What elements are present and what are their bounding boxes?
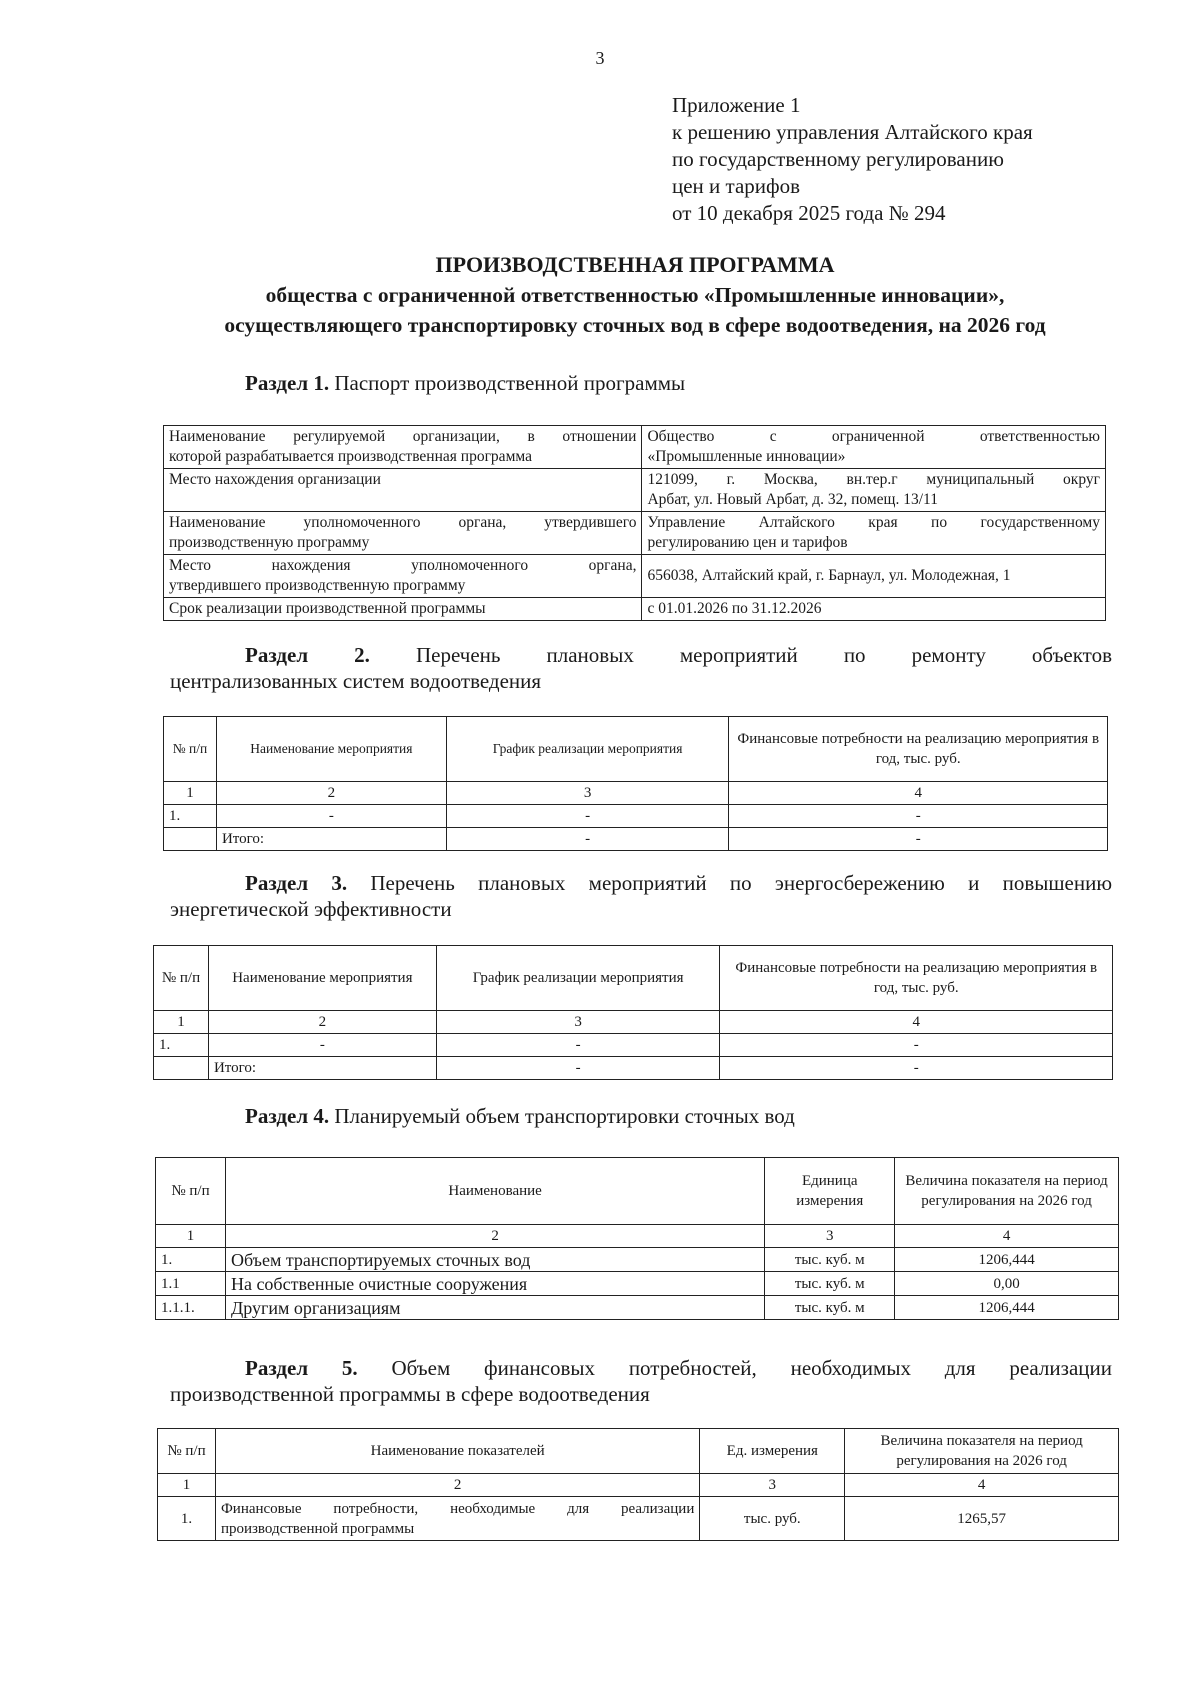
table-cell: -	[720, 1057, 1113, 1080]
table-cell: 1.	[158, 1497, 216, 1541]
table-cell: -	[208, 1034, 436, 1057]
table-cell: На собственные очистные сооружения	[225, 1272, 764, 1296]
table-cell: 1	[164, 782, 217, 805]
table-cell	[154, 1057, 209, 1080]
table-cell: 2	[208, 1011, 436, 1034]
table-header-cell: Финансовые потребности на реализацию мероприятия в год, тыс. руб.	[729, 717, 1108, 782]
transport-volume-table	[155, 1157, 1119, 1320]
appendix-line: Приложение 1	[672, 93, 801, 117]
table-header-cell: Наименование	[225, 1158, 764, 1225]
table-header-cell: График реализации мероприятия	[436, 946, 720, 1011]
table-row	[164, 512, 1106, 555]
table-cell: Место нахождения организации	[164, 469, 642, 512]
table-cell: Объем транспортируемых сточных вод	[225, 1248, 764, 1272]
section-4-heading	[245, 1103, 795, 1129]
section-2-heading: Раздел 2. Перечень плановых мероприятий по ремонту объектов централизованных систем водоотведения	[170, 643, 1112, 693]
table-cell: 3	[446, 782, 729, 805]
table-cell: 1.	[154, 1034, 209, 1057]
section-5-line-2: производственной программы в сфере водоотведения	[170, 1382, 650, 1406]
section-3-heading: Раздел 3. Перечень плановых мероприятий по энергосбережению и повышению энергетической эффективности	[170, 871, 1113, 921]
table-cell: тыс. куб. м	[765, 1272, 895, 1296]
section-1-label: Раздел 1.	[245, 371, 330, 395]
section-2-line-2: централизованных систем водоотведения	[170, 669, 542, 693]
title-main: ПРОИЗВОДСТВЕННАЯ ПРОГРАММА	[435, 252, 835, 277]
table-cell: 3	[436, 1011, 720, 1034]
table-cell: 1.1.1.	[156, 1296, 226, 1320]
table-header-cell: Величина показателя на период регулирования на 2026 год	[845, 1429, 1119, 1474]
table-row	[164, 555, 1106, 598]
table-header-cell: График реализации мероприятия	[446, 717, 729, 782]
table-cell	[164, 828, 217, 851]
table-row	[164, 426, 1106, 469]
appendix-line: от 10 декабря 2025 года № 294	[672, 201, 946, 225]
table-header-cell: № п/п	[164, 717, 217, 782]
appendix-line: цен и тарифов	[672, 174, 801, 198]
table-row	[164, 805, 1108, 828]
table-header-cell: № п/п	[156, 1158, 226, 1225]
table-cell: 1.	[164, 805, 217, 828]
table-header-row	[156, 1158, 1119, 1225]
table-cell: 4	[729, 782, 1108, 805]
table-cell: -	[446, 828, 729, 851]
table-header-row	[154, 946, 1113, 1011]
table-header-row	[158, 1429, 1119, 1474]
appendix-line: к решению управления Алтайского края	[672, 120, 1033, 144]
table-header-cell: № п/п	[158, 1429, 216, 1474]
table-cell: -	[436, 1034, 720, 1057]
table-cell: -	[729, 828, 1108, 851]
table-cell: 1265,57	[845, 1497, 1119, 1541]
table-cell: 4	[845, 1474, 1119, 1497]
table-cell: Итого:	[216, 828, 446, 851]
appendix-line: по государственному регулированию	[672, 147, 1004, 171]
table-header-cell: Ед. измерения	[700, 1429, 845, 1474]
table-cell: 1.1	[156, 1272, 226, 1296]
table-cell: Срок реализации производственной программы	[164, 598, 642, 621]
table-header-cell: Финансовые потребности на реализацию мероприятия в год, тыс. руб.	[720, 946, 1113, 1011]
table-cell: 2	[225, 1225, 764, 1248]
table-cell: 4	[895, 1225, 1119, 1248]
table-row	[156, 1272, 1119, 1296]
table-cell: -	[729, 805, 1108, 828]
table-header-cell: Величина показателя на период регулирования на 2026 год	[895, 1158, 1119, 1225]
table-cell: 3	[700, 1474, 845, 1497]
table-cell: с 01.01.2026 по 31.12.2026	[642, 598, 1106, 621]
title-line-2: общества с ограниченной ответственностью «Промышленные инновации»,	[265, 283, 1005, 307]
table-row	[164, 469, 1106, 512]
table-cell: -	[436, 1057, 720, 1080]
table-cell: 1	[158, 1474, 216, 1497]
table-cell: Управление Алтайского края по государственному регулированию цен и тарифов	[642, 512, 1106, 555]
table-cell: Наименование регулируемой организации, в отношении которой разрабатывается производственная программа	[164, 426, 642, 469]
table-cell: -	[720, 1034, 1113, 1057]
table-total-row	[164, 828, 1108, 851]
table-cell: Место нахождения уполномоченного органа, утвердившего производственную программу	[164, 555, 642, 598]
table-row	[156, 1248, 1119, 1272]
table-cell: -	[216, 805, 446, 828]
repair-measures-table	[163, 716, 1108, 851]
table-header-row	[164, 717, 1108, 782]
table-header-cell: № п/п	[154, 946, 209, 1011]
table-row	[158, 1474, 1119, 1497]
section-4-text: Планируемый объем транспортировки сточных вод	[334, 1104, 795, 1128]
energy-saving-table	[153, 945, 1113, 1080]
table-cell: -	[446, 805, 729, 828]
table-row	[164, 598, 1106, 621]
table-cell: 3	[765, 1225, 895, 1248]
table-cell: 4	[720, 1011, 1113, 1034]
table-cell: 1	[154, 1011, 209, 1034]
table-cell: 1206,444	[895, 1296, 1119, 1320]
table-cell: 656038, Алтайский край, г. Барнаул, ул. Молодежная, 1	[642, 555, 1106, 598]
table-cell: Общество с ограниченной ответственностью «Промышленные инновации»	[642, 426, 1106, 469]
table-cell: Наименование уполномоченного органа, утвердившего производственную программу	[164, 512, 642, 555]
section-1-text: Паспорт производственной программы	[334, 371, 686, 395]
table-header-cell: Наименование мероприятия	[216, 717, 446, 782]
table-cell: Итого:	[208, 1057, 436, 1080]
table-header-cell: Наименование мероприятия	[208, 946, 436, 1011]
table-cell: 2	[215, 1474, 699, 1497]
page-number: 3	[595, 48, 605, 68]
financial-needs-table	[157, 1428, 1119, 1541]
table-cell: тыс. куб. м	[765, 1248, 895, 1272]
table-row	[154, 1034, 1113, 1057]
table-row	[154, 1011, 1113, 1034]
section-3-line-2: энергетической эффективности	[170, 897, 452, 921]
appendix-block	[672, 92, 1033, 227]
table-row	[156, 1225, 1119, 1248]
table-cell: 2	[216, 782, 446, 805]
table-row	[164, 782, 1108, 805]
table-cell: 1	[156, 1225, 226, 1248]
table-cell: 1206,444	[895, 1248, 1119, 1272]
table-cell: Финансовые потребности, необходимые для реализации производственной программы	[215, 1497, 699, 1541]
title-line-3: осуществляющего транспортировку сточных вод в сфере водоотведения, на 2026 год	[224, 313, 1046, 337]
table-cell: 1.	[156, 1248, 226, 1272]
table-row	[158, 1497, 1119, 1541]
passport-table	[163, 425, 1106, 621]
table-cell: Другим организациям	[225, 1296, 764, 1320]
table-cell: тыс. куб. м	[765, 1296, 895, 1320]
table-row	[156, 1296, 1119, 1320]
section-1-heading	[245, 370, 685, 396]
table-total-row	[154, 1057, 1113, 1080]
table-cell: тыс. руб.	[700, 1497, 845, 1541]
section-4-label: Раздел 4.	[245, 1104, 330, 1128]
table-cell: 0,00	[895, 1272, 1119, 1296]
table-header-cell: Наименование показателей	[215, 1429, 699, 1474]
document-title	[150, 250, 1120, 340]
section-5-heading: Раздел 5. Объем финансовых потребностей, необходимых для реализации производственной программы в сфере водоотведения	[170, 1356, 1112, 1406]
table-cell: 121099, г. Москва, вн.тер.г муниципальный округ Арбат, ул. Новый Арбат, д. 32, помещ. 13/11	[642, 469, 1106, 512]
table-header-cell: Единица измерения	[765, 1158, 895, 1225]
